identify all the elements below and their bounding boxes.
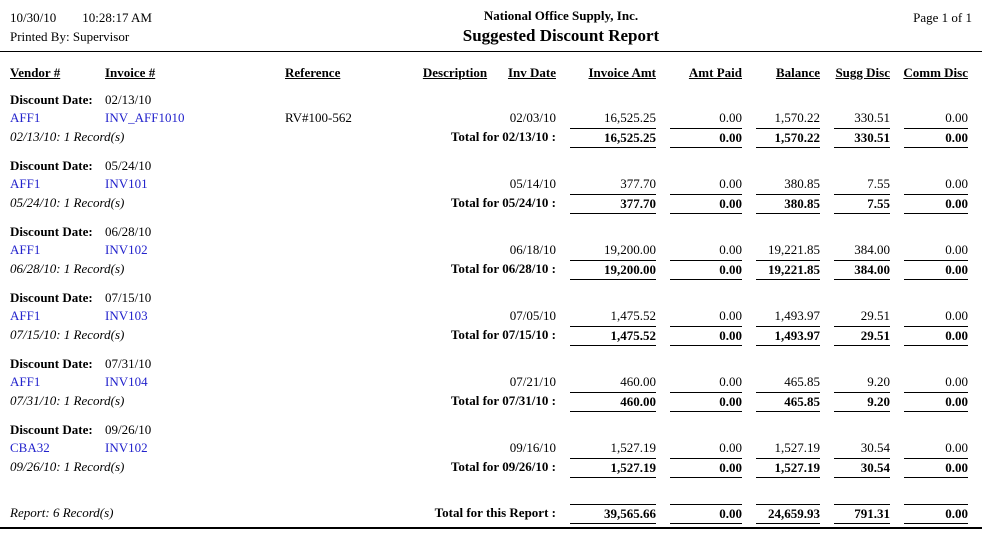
balance-cell: 465.85 [784,374,820,389]
total-balance: 380.85 [756,194,820,214]
total-comm-disc: 0.00 [904,392,968,412]
report-total-sugg-disc: 791.31 [834,504,890,524]
inv-date-cell: 07/21/10 [509,374,556,389]
print-date: 10/30/10 [10,10,57,25]
printed-by: Printed By: Supervisor [10,29,130,44]
total-balance: 465.85 [756,392,820,412]
col-header-inv-date: Inv Date [507,65,556,80]
group-record-count: 05/24/10: 1 Record(s) [10,195,125,210]
reference-cell: RV#100-562 [285,110,352,125]
total-balance: 19,221.85 [756,260,820,280]
invoice-amt-cell: 1,527.19 [610,440,656,455]
invoice-amt-cell: 16,525.25 [604,110,656,125]
total-balance: 1,570.22 [756,128,820,148]
total-comm-disc: 0.00 [904,128,968,148]
description-cell [410,307,500,325]
total-comm-disc: 0.00 [904,260,968,280]
discount-group [0,157,982,214]
discount-date-value: 07/15/10 [105,290,152,305]
invoice-row [0,109,982,127]
report-total-amt-paid: 0.00 [670,504,742,524]
vendor-link[interactable]: CBA32 [10,440,50,455]
header-divider [0,51,982,52]
report-header [0,0,982,46]
total-invoice-amt: 19,200.00 [570,260,656,280]
amt-paid-cell: 0.00 [719,440,742,455]
comm-disc-cell: 0.00 [945,440,968,455]
print-time: 10:28:17 AM [82,10,152,25]
inv-date-cell: 05/14/10 [509,176,556,191]
reference-cell [285,439,410,457]
report-total-invoice-amt: 39,565.66 [570,504,656,524]
reference-cell [285,307,410,325]
group-total-row [0,392,982,412]
description-cell [410,373,500,391]
invoice-row [0,175,982,193]
group-total-label: Total for 07/15/10 : [450,327,556,342]
total-invoice-amt: 1,527.19 [570,458,656,478]
discount-date-value: 09/26/10 [105,422,152,437]
col-header-comm-disc: Comm Disc [903,65,968,80]
comm-disc-cell: 0.00 [945,176,968,191]
col-header-invoice-amt: Invoice Amt [588,65,656,80]
discount-date-value: 07/31/10 [105,356,152,371]
column-header-row [0,64,982,82]
total-invoice-amt: 460.00 [570,392,656,412]
group-record-count: 09/26/10: 1 Record(s) [10,459,125,474]
sugg-disc-cell: 9.20 [867,374,890,389]
invoice-link[interactable]: INV102 [105,440,148,455]
group-record-count: 07/15/10: 1 Record(s) [10,327,125,342]
total-amt-paid: 0.00 [670,194,742,214]
discount-date-value: 02/13/10 [105,92,152,107]
group-total-row [0,194,982,214]
total-amt-paid: 0.00 [670,458,742,478]
invoice-row [0,307,982,325]
balance-cell: 1,570.22 [774,110,820,125]
invoice-link[interactable]: INV104 [105,374,148,389]
reference-cell [285,241,410,259]
sugg-disc-cell: 29.51 [860,308,890,323]
invoice-link[interactable]: INV101 [105,176,148,191]
total-balance: 1,527.19 [756,458,820,478]
company-name: National Office Supply, Inc. [483,8,639,23]
sugg-disc-cell: 7.55 [867,176,890,191]
report-total-row [0,504,982,524]
discount-date-label: Discount Date: [10,422,93,437]
group-record-count: 06/28/10: 1 Record(s) [10,261,125,276]
group-record-count: 02/13/10: 1 Record(s) [10,129,125,144]
vendor-link[interactable]: AFF1 [10,110,41,125]
invoice-amt-cell: 377.70 [620,176,656,191]
group-total-label: Total for 02/13/10 : [450,129,556,144]
invoice-amt-cell: 460.00 [620,374,656,389]
total-sugg-disc: 9.20 [834,392,890,412]
comm-disc-cell: 0.00 [945,308,968,323]
col-header-sugg-disc: Sugg Disc [835,65,890,80]
discount-date-label: Discount Date: [10,290,93,305]
vendor-link[interactable]: AFF1 [10,176,41,191]
invoice-row [0,241,982,259]
col-header-balance: Balance [775,65,820,80]
amt-paid-cell: 0.00 [719,308,742,323]
inv-date-cell: 07/05/10 [509,308,556,323]
total-balance: 1,493.97 [756,326,820,346]
group-total-label: Total for 05/24/10 : [450,195,556,210]
group-record-count: 07/31/10: 1 Record(s) [10,393,125,408]
total-amt-paid: 0.00 [670,326,742,346]
comm-disc-cell: 0.00 [945,242,968,257]
group-total-label: Total for 09/26/10 : [450,459,556,474]
discount-date-value: 06/28/10 [105,224,152,239]
group-total-label: Total for 07/31/10 : [450,393,556,408]
sugg-disc-cell: 384.00 [854,242,890,257]
discount-date-label: Discount Date: [10,356,93,371]
discount-group [0,223,982,280]
page-indicator: Page 1 of 1 [913,10,972,25]
total-comm-disc: 0.00 [904,458,968,478]
group-total-row [0,326,982,346]
total-invoice-amt: 1,475.52 [570,326,656,346]
sugg-disc-cell: 30.54 [860,440,890,455]
discount-date-label: Discount Date: [10,92,93,107]
description-cell [410,109,500,127]
report-total-balance: 24,659.93 [756,504,820,524]
col-header-vendor: Vendor # [10,65,61,80]
vendor-link[interactable]: AFF1 [10,242,41,257]
comm-disc-cell: 0.00 [945,374,968,389]
total-comm-disc: 0.00 [904,194,968,214]
report-title: Suggested Discount Report [462,26,660,45]
discount-group [0,289,982,346]
discount-date-label: Discount Date: [10,224,93,239]
group-total-row [0,458,982,478]
amt-paid-cell: 0.00 [719,242,742,257]
total-invoice-amt: 377.70 [570,194,656,214]
total-sugg-disc: 7.55 [834,194,890,214]
total-sugg-disc: 384.00 [834,260,890,280]
report-total-label: Total for this Report : [434,505,556,520]
amt-paid-cell: 0.00 [719,110,742,125]
amt-paid-cell: 0.00 [719,374,742,389]
balance-cell: 1,493.97 [774,308,820,323]
description-cell [410,175,500,193]
sugg-disc-cell: 330.51 [854,110,890,125]
balance-cell: 19,221.85 [768,242,820,257]
page-bottom-divider [0,527,982,529]
inv-date-cell: 09/16/10 [509,440,556,455]
invoice-row [0,373,982,391]
col-header-invoice: Invoice # [105,65,156,80]
group-total-row [0,260,982,280]
group-total-row [0,128,982,148]
group-total-label: Total for 06/28/10 : [450,261,556,276]
col-header-amt-paid: Amt Paid [688,65,742,80]
discount-date-value: 05/24/10 [105,158,152,173]
report-total-comm-disc: 0.00 [904,504,968,524]
inv-date-cell: 06/18/10 [509,242,556,257]
invoice-amt-cell: 19,200.00 [604,242,656,257]
total-sugg-disc: 29.51 [834,326,890,346]
inv-date-cell: 02/03/10 [509,110,556,125]
description-cell [410,439,500,457]
invoice-row [0,439,982,457]
invoice-link[interactable]: INV102 [105,242,148,257]
report-record-count: Report: 6 Record(s) [10,505,114,520]
total-sugg-disc: 330.51 [834,128,890,148]
description-cell [410,241,500,259]
reference-cell [285,175,410,193]
total-sugg-disc: 30.54 [834,458,890,478]
discount-date-label: Discount Date: [10,158,93,173]
total-amt-paid: 0.00 [670,128,742,148]
vendor-link[interactable]: AFF1 [10,308,41,323]
amt-paid-cell: 0.00 [719,176,742,191]
invoice-link[interactable]: INV103 [105,308,148,323]
balance-cell: 380.85 [784,176,820,191]
discount-group [0,355,982,412]
total-invoice-amt: 16,525.25 [570,128,656,148]
invoice-link[interactable]: INV_AFF1010 [105,110,185,125]
col-header-reference: Reference [285,65,341,80]
discount-group [0,91,982,148]
balance-cell: 1,527.19 [774,440,820,455]
comm-disc-cell: 0.00 [945,110,968,125]
col-header-description: Description [422,65,488,80]
total-comm-disc: 0.00 [904,326,968,346]
discount-group [0,421,982,478]
total-amt-paid: 0.00 [670,260,742,280]
reference-cell [285,373,410,391]
total-amt-paid: 0.00 [670,392,742,412]
invoice-amt-cell: 1,475.52 [610,308,656,323]
vendor-link[interactable]: AFF1 [10,374,41,389]
